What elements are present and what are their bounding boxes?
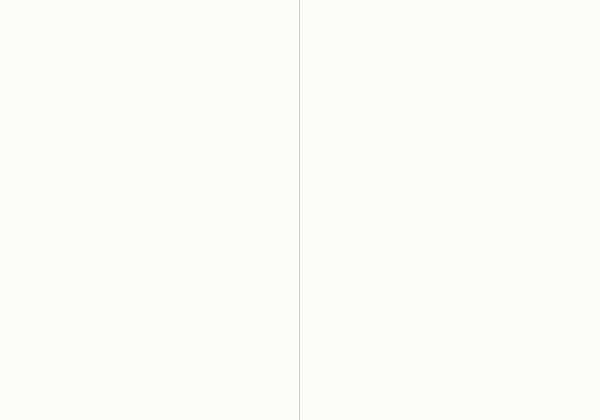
right-page-text	[312, 6, 590, 398]
right-page	[300, 0, 600, 420]
left-page-text	[10, 6, 287, 398]
